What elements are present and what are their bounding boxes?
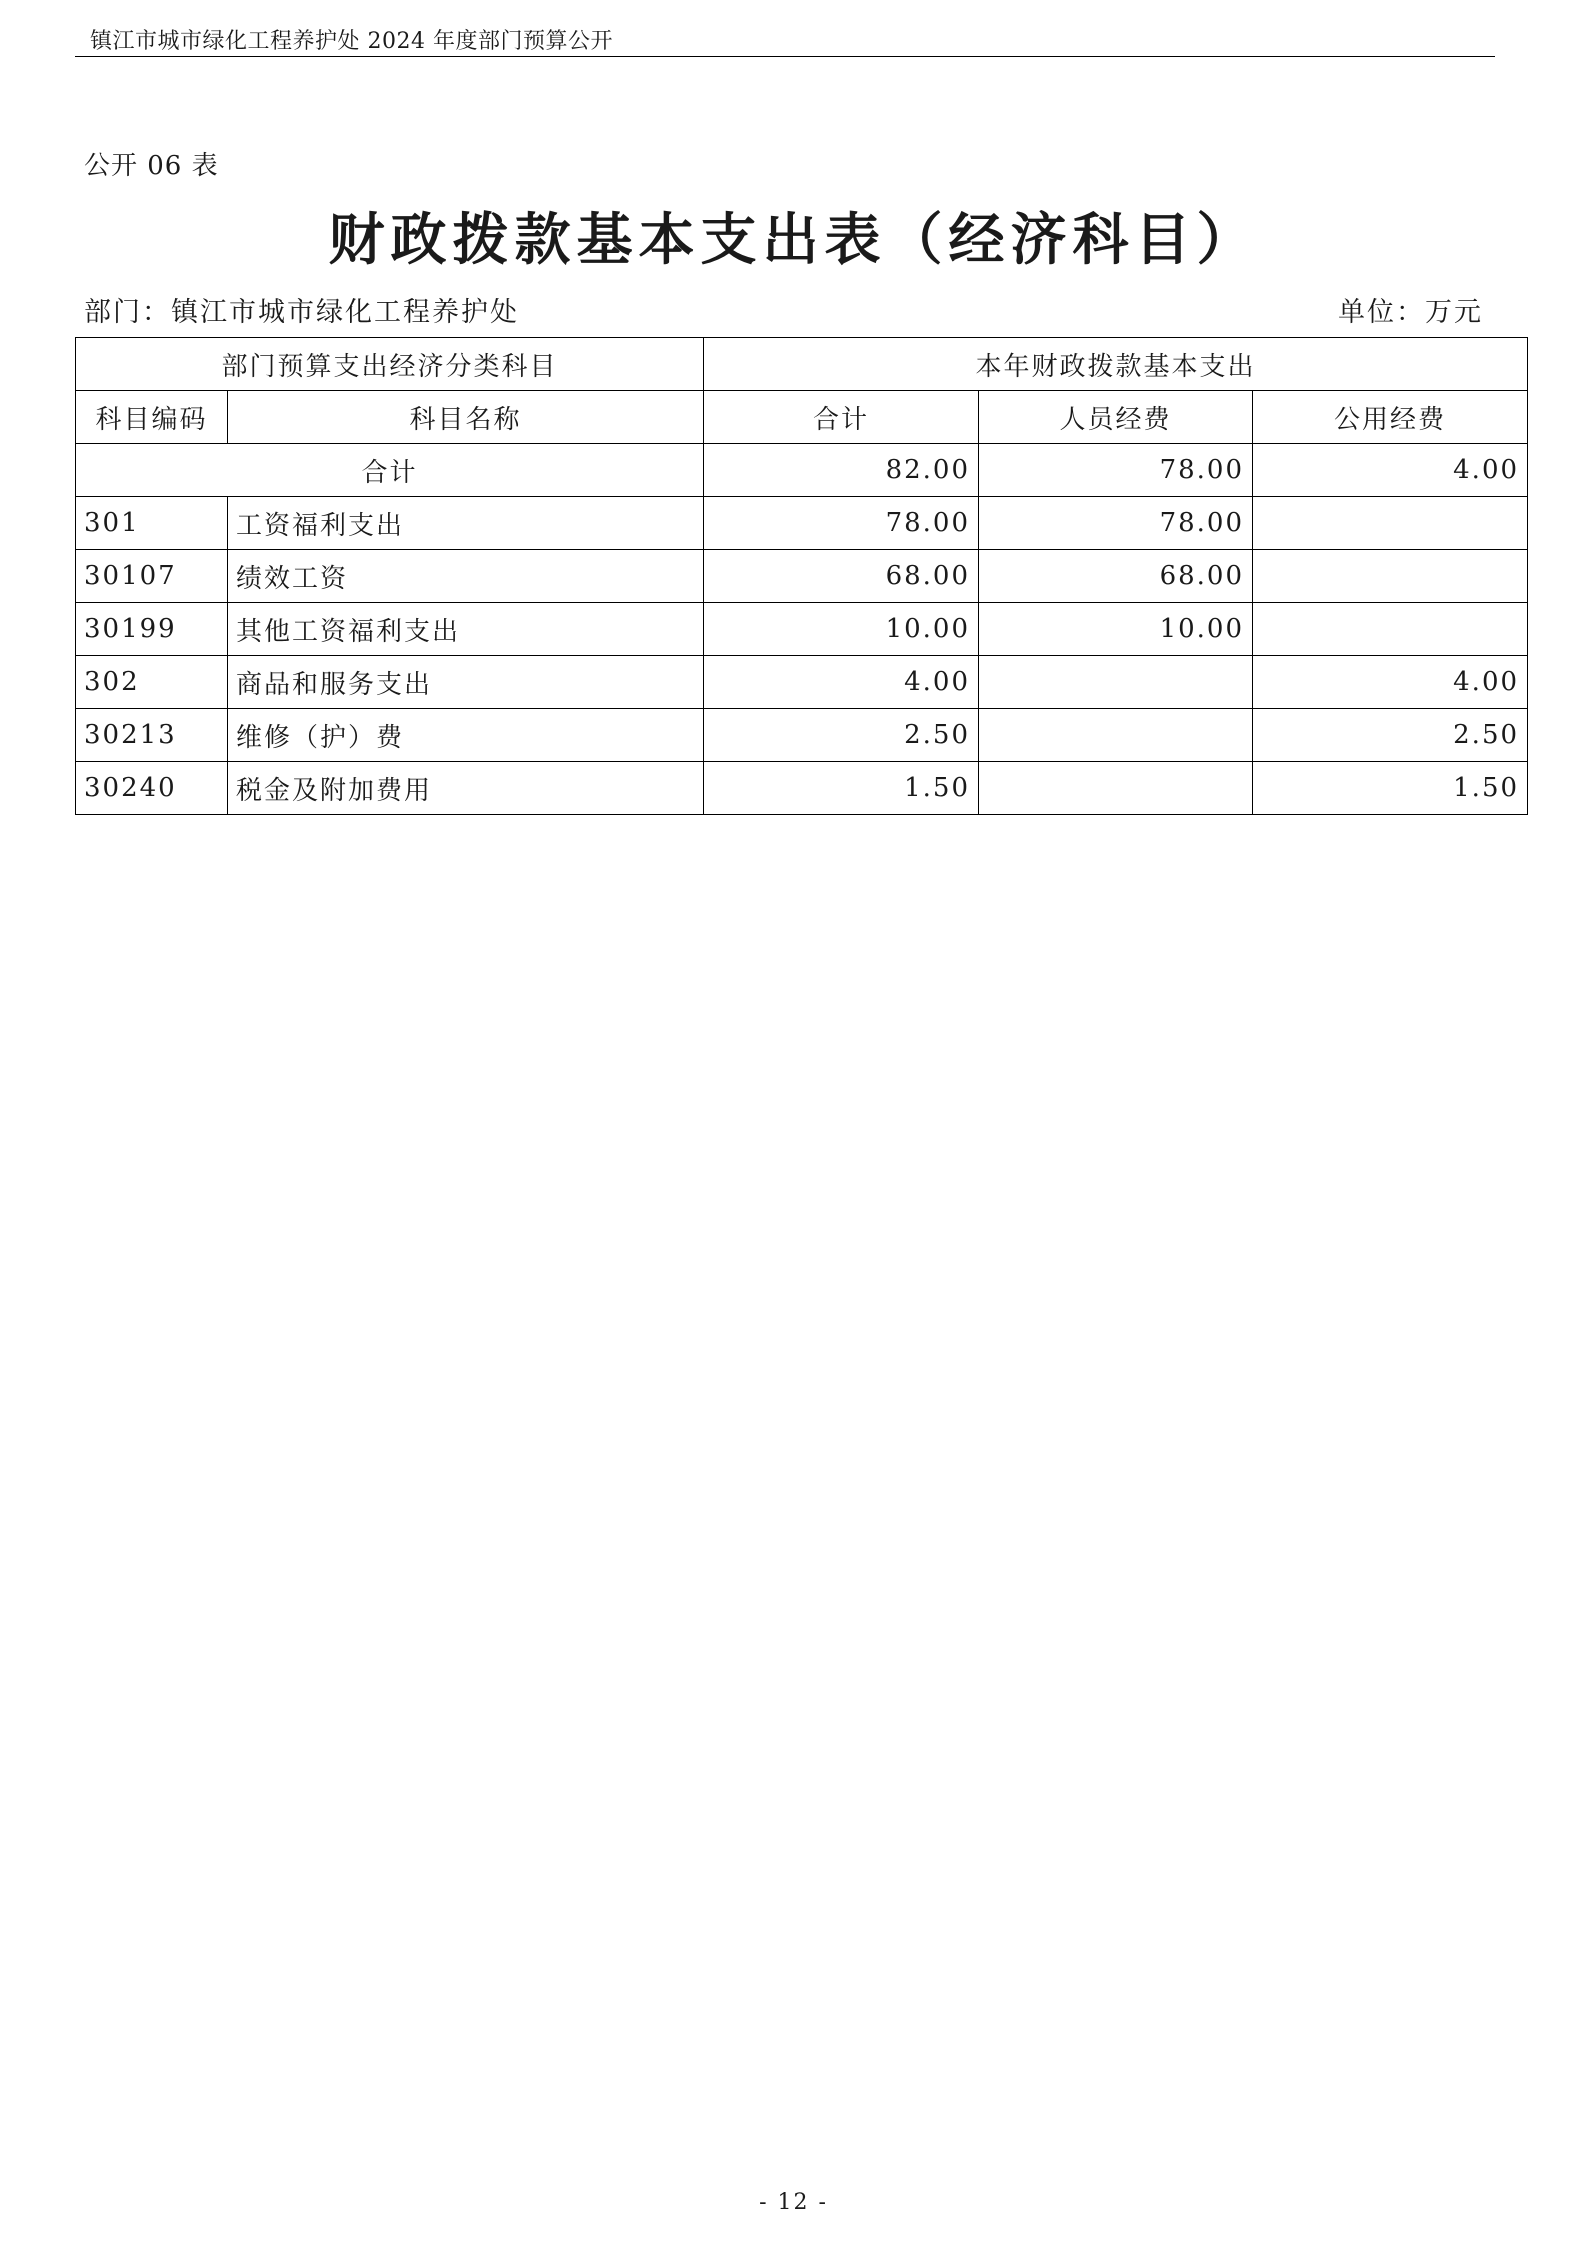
table-row: [76, 550, 1528, 603]
table-number: 公开 06 表: [84, 151, 219, 181]
total-row-personnel: 78.00: [979, 444, 1253, 497]
unit-line: 单位：万元: [1338, 297, 1483, 328]
page-number: - 12 -: [759, 2190, 828, 2215]
row-public: 1.50: [1253, 762, 1528, 815]
total-row-label: 合计: [76, 444, 704, 497]
column-header-total: 合计: [704, 391, 979, 444]
row-total: 2.50: [704, 709, 979, 762]
total-row-public: 4.00: [1253, 444, 1528, 497]
total-row-total: 82.00: [704, 444, 979, 497]
row-total: 4.00: [704, 656, 979, 709]
row-public: 2.50: [1253, 709, 1528, 762]
column-header-name: 科目名称: [228, 391, 704, 444]
row-name: 税金及附加费用: [228, 762, 704, 815]
row-public: [1253, 497, 1528, 550]
row-personnel: 78.00: [979, 497, 1253, 550]
row-personnel: [979, 762, 1253, 815]
row-personnel: 68.00: [979, 550, 1253, 603]
row-name: 商品和服务支出: [228, 656, 704, 709]
row-code: 302: [76, 656, 228, 709]
column-header-code: 科目编码: [76, 391, 228, 444]
total-row: [76, 444, 1528, 497]
budget-table: [75, 337, 1528, 815]
group-header-basic-expenditure: 本年财政拨款基本支出: [704, 338, 1528, 391]
table-row: [76, 603, 1528, 656]
table-row: [76, 709, 1528, 762]
row-name: 绩效工资: [228, 550, 704, 603]
row-code: 301: [76, 497, 228, 550]
row-total: 1.50: [704, 762, 979, 815]
row-total: 78.00: [704, 497, 979, 550]
row-public: 4.00: [1253, 656, 1528, 709]
row-code: 30240: [76, 762, 228, 815]
table-group-header-row: [76, 338, 1528, 391]
row-code: 30107: [76, 550, 228, 603]
row-public: [1253, 550, 1528, 603]
row-code: 30213: [76, 709, 228, 762]
row-name: 维修（护）费: [228, 709, 704, 762]
table-row: [76, 497, 1528, 550]
row-public: [1253, 603, 1528, 656]
group-header-classification: 部门预算支出经济分类科目: [76, 338, 704, 391]
page-title: 财政拨款基本支出表（经济科目）: [328, 208, 1259, 273]
row-personnel: 10.00: [979, 603, 1253, 656]
row-total: 68.00: [704, 550, 979, 603]
row-total: 10.00: [704, 603, 979, 656]
table-column-header-row: [76, 391, 1528, 444]
column-header-public: 公用经费: [1253, 391, 1528, 444]
department-line: 部门：镇江市城市绿化工程养护处: [84, 297, 519, 328]
row-code: 30199: [76, 603, 228, 656]
row-personnel: [979, 709, 1253, 762]
row-name: 工资福利支出: [228, 497, 704, 550]
running-header: 镇江市城市绿化工程养护处 2024 年度部门预算公开: [90, 29, 613, 54]
table-row: [76, 656, 1528, 709]
row-name: 其他工资福利支出: [228, 603, 704, 656]
header-rule: [75, 56, 1495, 57]
table-row: [76, 762, 1528, 815]
column-header-personnel: 人员经费: [979, 391, 1253, 444]
row-personnel: [979, 656, 1253, 709]
